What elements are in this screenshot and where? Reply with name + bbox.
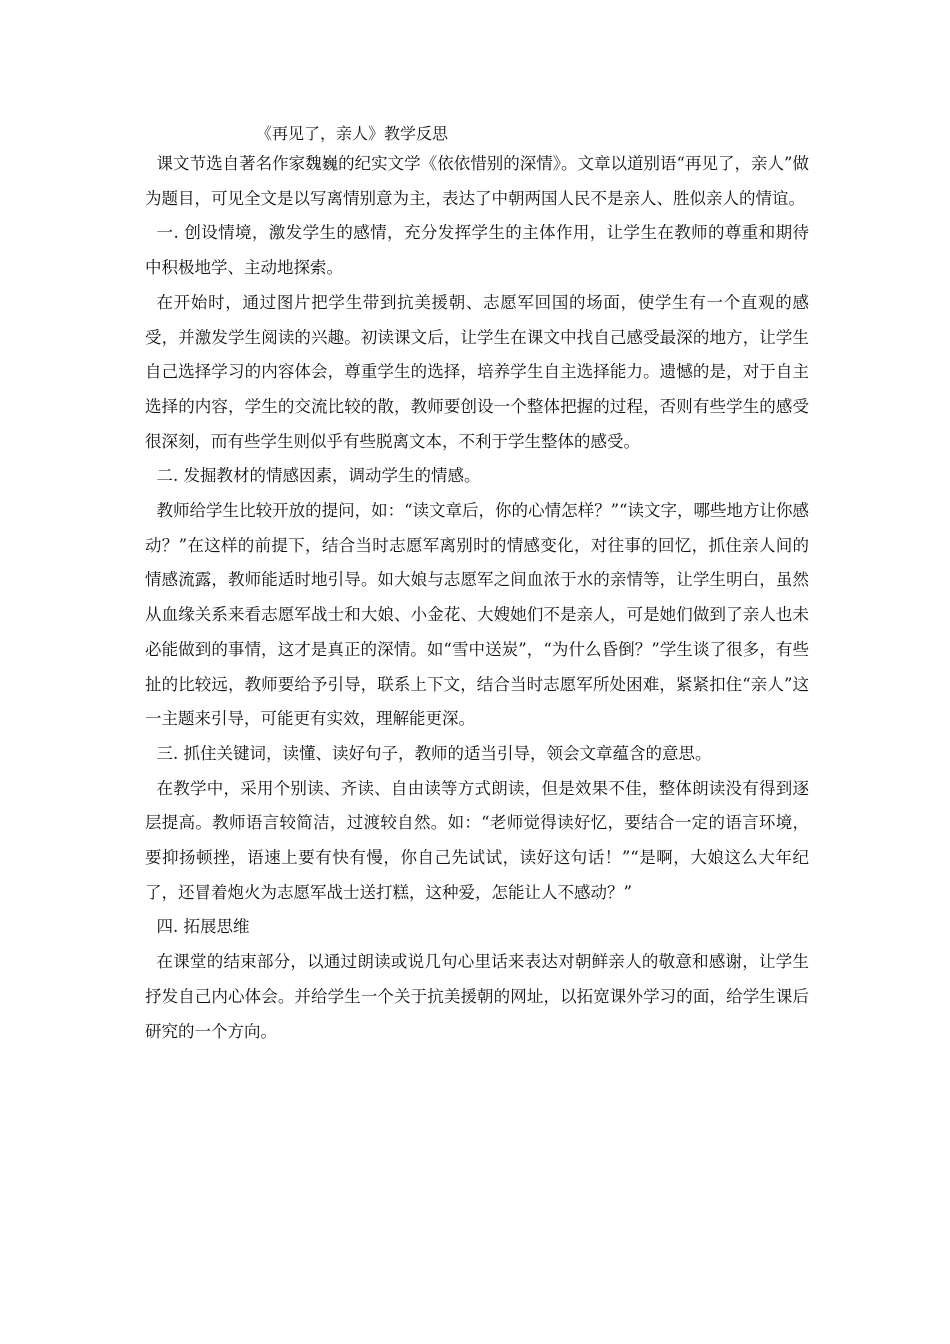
paragraph-section-1: 在开始时，通过图片把学生带到抗美援朝、志愿军回国的场面，使学生有一个直观的感受，并激发学生阅读的兴趣。初读课文后，让学生在课文中找自己感受最深的地方，让学生自己选择学习的内容体会，尊重学生的选择，培养学生自主选择能力。遗憾的是，对于自主选择的内容，学生的交流比较的散，教师要创设一个整体把握的过程，否则有些学生的感受很深刻，而有些学生则似乎有些脱离文本，不利于学生整体的感受。: [145, 292, 809, 451]
section-heading-4: 四. 拓展思维: [156, 917, 250, 937]
paragraph-section-3: 在教学中，采用个别读、齐读、自由读等方式朗读，但是效果不佳，整体朗读没有得到逐层提高。教师语言较简洁，过渡较自然。如：“老师觉得读好忆，要结合一定的语言环境，要抑扬顿挫，语速上要有快有慢，你自己先试试，读好这句话！”“是啊，大娘这么大年纪了，还冒着炮火为志愿军战士送打糕，这种爱，怎能让人不感动？”: [145, 778, 809, 902]
paragraph-section-4: 在课堂的结束部分，以通过朗读或说几句心里话来表达对朝鲜亲人的敬意和感谢，让学生抒发自己内心体会。并给学生一个关于抗美援朝的网址，以拓宽课外学习的面，给学生课后研究的一个方向。: [145, 952, 809, 1041]
paragraph-intro: 课文节选自著名作家魏巍的纪实文学《依依惜别的深情》。文章以道别语“再见了，亲人”做为题目，可见全文是以写离情别意为主，表达了中朝两国人民不是亲人、胜似亲人的情谊。: [145, 154, 809, 208]
section-heading-1: 一. 创设情境，激发学生的感情，充分发挥学生的主体作用，让学生在教师的尊重和期待中积极地学、主动地探索。: [145, 223, 809, 278]
document-body: [145, 147, 809, 1049]
section-heading-3: 三. 抓住关键词，读懂、读好句子，教师的适当引导，领会文章蕴含的意思。: [156, 743, 712, 763]
document-title: 《再见了，亲人》教学反思: [256, 124, 449, 143]
section-heading-2: 二. 发掘教材的情感因素，调动学生的情感。: [156, 466, 481, 486]
paragraph-section-2: 教师给学生比较开放的提问，如：“读文章后，你的心情怎样？”“读文字，哪些地方让你感动？”在这样的前提下，结合当时志愿军离别时的情感变化，对往事的回忆，抓住亲人间的情感流露，教师能适时地引导。如大娘与志愿军之间血浓于水的亲情等，让学生明白，虽然从血缘关系来看志愿军战士和大娘、小金花、大嫂她们不是亲人，可是她们做到了亲人也未必能做到的事情，这才是真正的深情。如“雪中送炭”，“为什么昏倒？”学生谈了很多，有些扯的比较远，教师要给予引导，联系上下文，结合当时志愿军所处困难，紧紧扣住“亲人”这一主题来引导，可能更有实效，理解能更深。: [145, 501, 809, 729]
